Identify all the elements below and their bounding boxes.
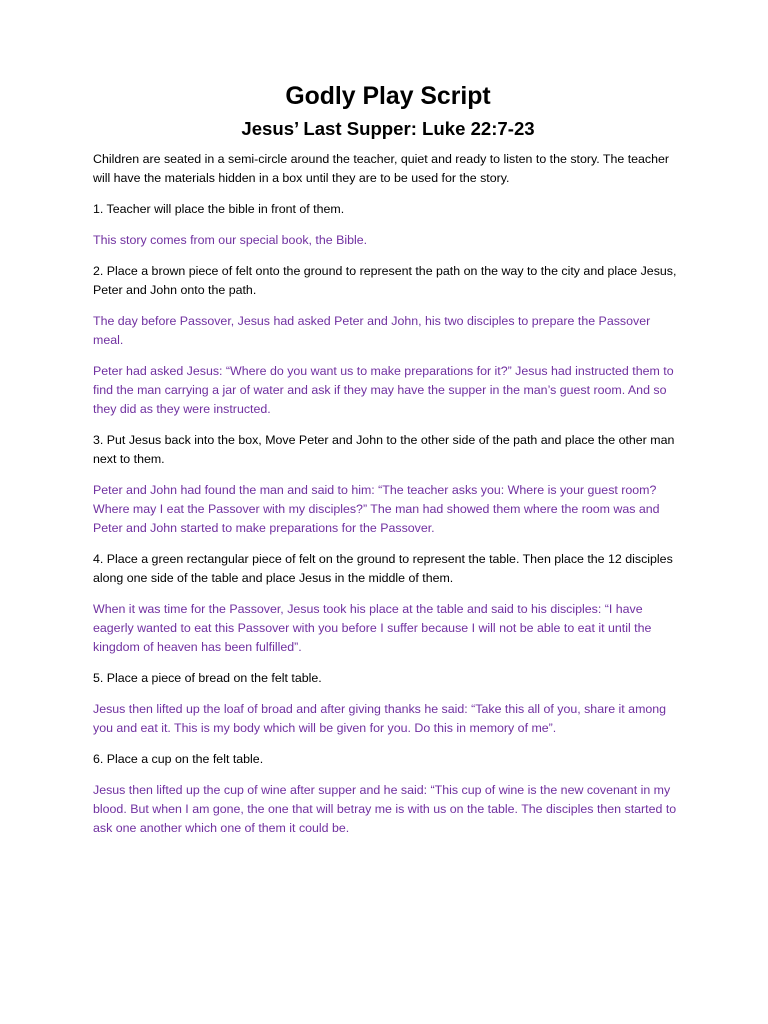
instruction-step-3: 3. Put Jesus back into the box, Move Peter and John to the other side of the path and place the other man next to them.: [93, 433, 675, 466]
document-subtitle: Jesus’ Last Supper: Luke 22:7-23: [241, 118, 535, 139]
instruction-step-5: 5. Place a piece of bread on the felt table.: [93, 671, 322, 685]
instruction-step-4: 4. Place a green rectangular piece of felt on the ground to represent the table. Then place the 12 disciples along one side of the table and place Jesus in the middle of them.: [93, 552, 673, 585]
instruction-step-6: 6. Place a cup on the felt table.: [93, 752, 264, 766]
story-paragraph: Jesus then lifted up the loaf of broad and after giving thanks he said: “Take this all of you, share it among you and eat it. This is my body which will be given for you. Do this in memory of me”.: [93, 702, 667, 735]
story-paragraph: Peter had asked Jesus: “Where do you want us to make preparations for it?” Jesus had instructed them to find the man carrying a jar of water and ask if they may have the supper in the man’s guest room. And so they did as they were instructed.: [93, 364, 674, 416]
intro-paragraph: Children are seated in a semi-circle around the teacher, quiet and ready to listen to the story. The teacher will have the materials hidden in a box until they are to be used for the story.: [93, 152, 670, 185]
story-paragraph: Peter and John had found the man and said to him: “The teacher asks you: Where is your guest room? Where may I eat the Passover with my disciples?” The man had showed them where the room was and Peter and John started to make preparations for the Passover.: [93, 483, 660, 535]
document-page: [93, 83, 683, 850]
story-paragraph: This story comes from our special book, the Bible.: [93, 233, 368, 247]
document-title: Godly Play Script: [285, 83, 491, 110]
story-paragraph: The day before Passover, Jesus had asked Peter and John, his two disciples to prepare the Passover meal.: [93, 314, 651, 347]
story-paragraph: When it was time for the Passover, Jesus took his place at the table and said to his disciples: “I have eagerly wanted to eat this Passover with you before I suffer because I will not be able to eat it until the kingdom of heaven has been fulfilled”.: [93, 602, 652, 654]
story-paragraph: Jesus then lifted up the cup of wine after supper and he said: “This cup of wine is the new covenant in my blood. But when I am gone, the one that will betray me is with us on the table. The disciples then started to ask one another which one of them it could be.: [93, 783, 677, 835]
instruction-step-2: 2. Place a brown piece of felt onto the ground to represent the path on the way to the city and place Jesus, Peter and John onto the path.: [93, 264, 677, 297]
instruction-step-1: 1. Teacher will place the bible in front of them.: [93, 202, 345, 216]
